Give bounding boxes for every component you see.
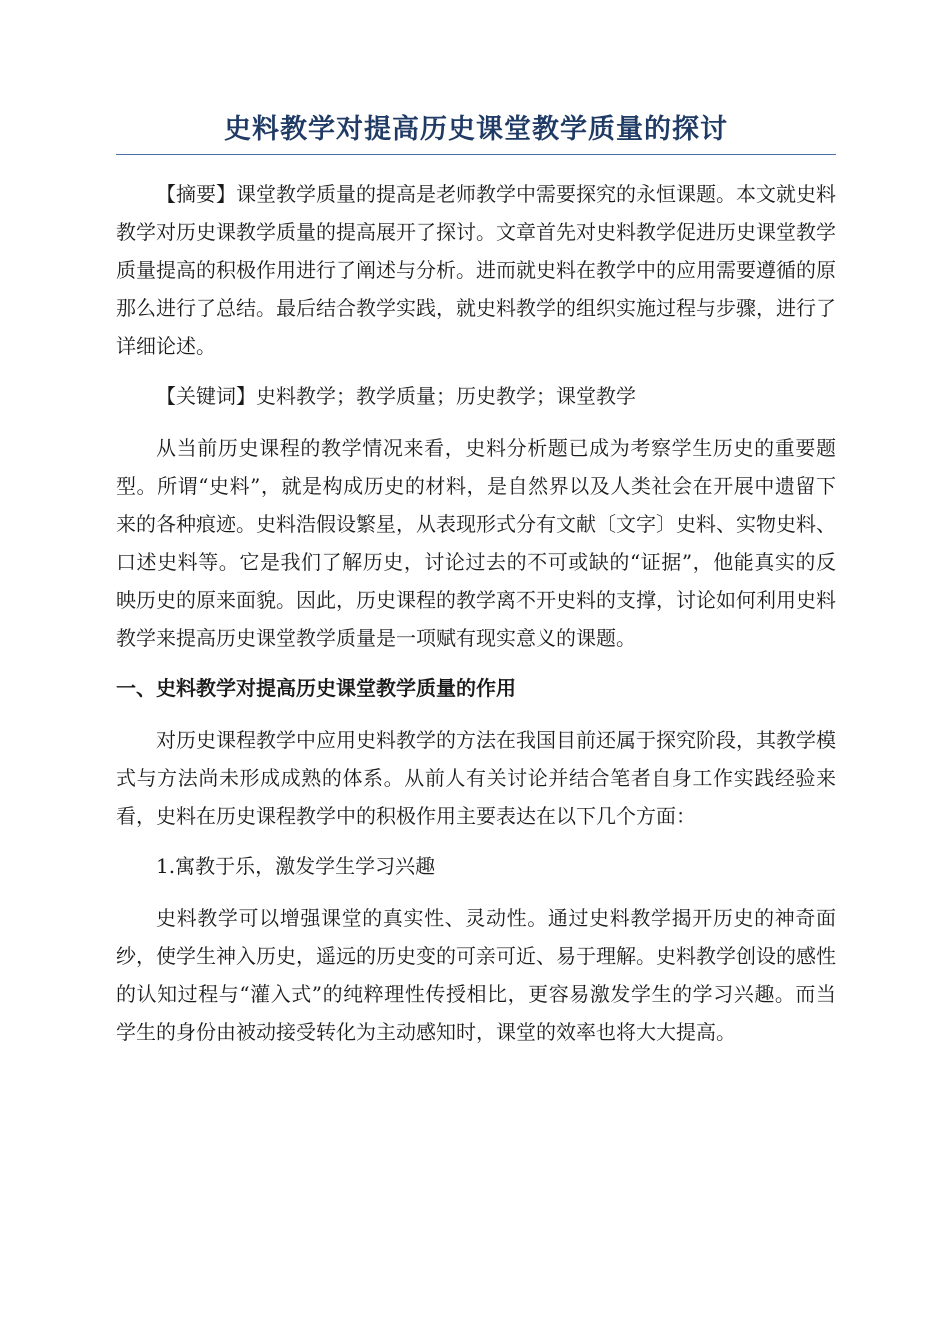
abstract-paragraph: 【摘要】课堂教学质量的提高是老师教学中需要探究的永恒课题。本文就史料教学对历史课教学质量的提高展开了探讨。文章首先对史料教学促进历史课堂教学质量提高的积极作用进行了阐述与分析。进而就史料在教学中的应用需要遵循的原那么进行了总结。最后结合教学实践，就史料教学的组织实施过程与步骤，进行了详细论述。	[116, 182, 836, 358]
document-page	[116, 112, 836, 1051]
intro-paragraph: 从当前历史课程的教学情况来看，史料分析题已成为考察学生历史的重要题型。所谓“史料”，就是构成历史的材料，是自然界以及人类社会在开展中遗留下来的各种痕迹。史料浩假设繁星，从表现形式分有文献〔文字〕史料、实物史料、口述史料等。它是我们了解历史，讨论过去的不可或缺的“证据”，他能真实的反映历史的原来面貌。因此，历史课程的教学离不开史料的支撑，讨论如何利用史料教学来提高历史课堂教学质量是一项赋有现实意义的课题。	[116, 436, 836, 650]
section-paragraph: 对历史课程教学中应用史料教学的方法在我国目前还属于探究阶段，其教学模式与方法尚未形成成熟的体系。从前人有关讨论并结合笔者自身工作实践经验来看，史料在历史课程教学中的积极作用主要表达在以下几个方面：	[116, 728, 836, 828]
subsection-heading: 1.寓教于乐，激发学生学习兴趣	[156, 854, 436, 878]
section-heading: 一、史料教学对提高历史课堂教学质量的作用	[116, 676, 516, 700]
document-title: 史料教学对提高历史课堂教学质量的探讨	[116, 112, 836, 155]
keywords-paragraph: 【关键词】史料教学；教学质量；历史教学；课堂教学	[156, 384, 636, 408]
section-paragraph: 史料教学可以增强课堂的真实性、灵动性。通过史料教学揭开历史的神奇面纱，使学生神入历史，遥远的历史变的可亲可近、易于理解。史料教学创设的感性的认知过程与“灌入式”的纯粹理性传授相比，更容易激发学生的学习兴趣。而当学生的身份由被动接受转化为主动感知时，课堂的效率也将大大提高。	[116, 906, 836, 1044]
